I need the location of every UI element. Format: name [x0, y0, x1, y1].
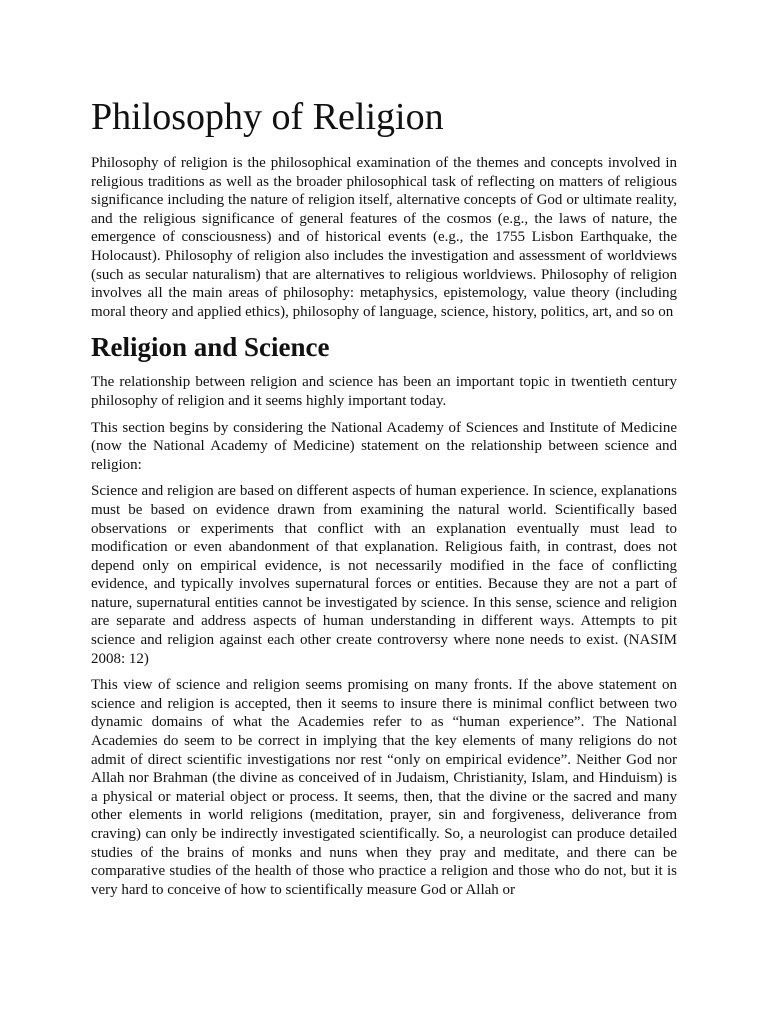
section-paragraph-2: This section begins by considering the National Academy of Sciences and Institute of Medicine (now the National Academy of Medicine) statement on the relationship between science and religion: [91, 419, 677, 473]
quoted-statement-paragraph: Science and religion are based on different aspects of human experience. In science, explanations must be based on evidence drawn from examining the natural world. Scientifically based observations or experiments that conflict with an explanation eventually must lead to modification or even abandonment of that explanation. Religious faith, in contrast, does not depend only on empirical evidence, is not necessarily modified in the face of conflicting evidence, and typically involves supernatural forces or entities. Because they are not a part of nature, supernatural entities cannot be investigated by science. In this sense, science and religion are separate and address aspects of human understanding in different ways. Attempts to pit science and religion against each other create controversy where none needs to exist. (NASIM 2008: 12) [91, 483, 677, 667]
section-heading: Religion and Science [91, 332, 330, 363]
intro-paragraph: Philosophy of religion is the philosophical examination of the themes and concepts involved in religious traditions as well as the broader philosophical task of reflecting on matters of religious significance including the nature of religion itself, alternative concepts of God or ultimate reality, and the religious significance of general features of the cosmos (e.g., the laws of nature, the emergence of consciousness) and of historical events (e.g., the 1755 Lisbon Earthquake, the Holocaust). Philosophy of religion also includes the investigation and assessment of worldviews (such as secular naturalism) that are alternatives to religious worldviews. Philosophy of religion involves all the main areas of philosophy: metaphysics, epistemology, value theory (including moral theory and applied ethics), philosophy of language, science, history, politics, art, and so on [91, 155, 677, 320]
page-title: Philosophy of Religion [91, 96, 444, 138]
section-paragraph-1: The relationship between religion and science has been an important topic in twentieth century philosophy of religion and it seems highly important today. [91, 374, 677, 409]
section-paragraph-4: This view of science and religion seems promising on many fronts. If the above statement on science and religion is accepted, then it seems to insure there is minimal conflict between two dynamic domains of what the Academies refer to as “human experience”. The National Academies do seem to be correct in implying that the key elements of many religions do not admit of direct scientific investigations nor rest “only on empirical evidence”. Neither God nor Allah nor Brahman (the divine as conceived of in Judaism, Christianity, Islam, and Hinduism) is a physical or material object or process. It seems, then, that the divine or the sacred and many other elements in world religions (meditation, prayer, sin and forgiveness, deliverance from craving) can only be indirectly investigated scientifically. So, a neurologist can produce detailed studies of the brains of monks and nuns when they pray and meditate, and there can be comparative studies of the health of those who practice a religion and those who do not, but it is very hard to conceive of how to scientifically measure God or Allah or [91, 677, 677, 898]
document-page [91, 94, 677, 907]
